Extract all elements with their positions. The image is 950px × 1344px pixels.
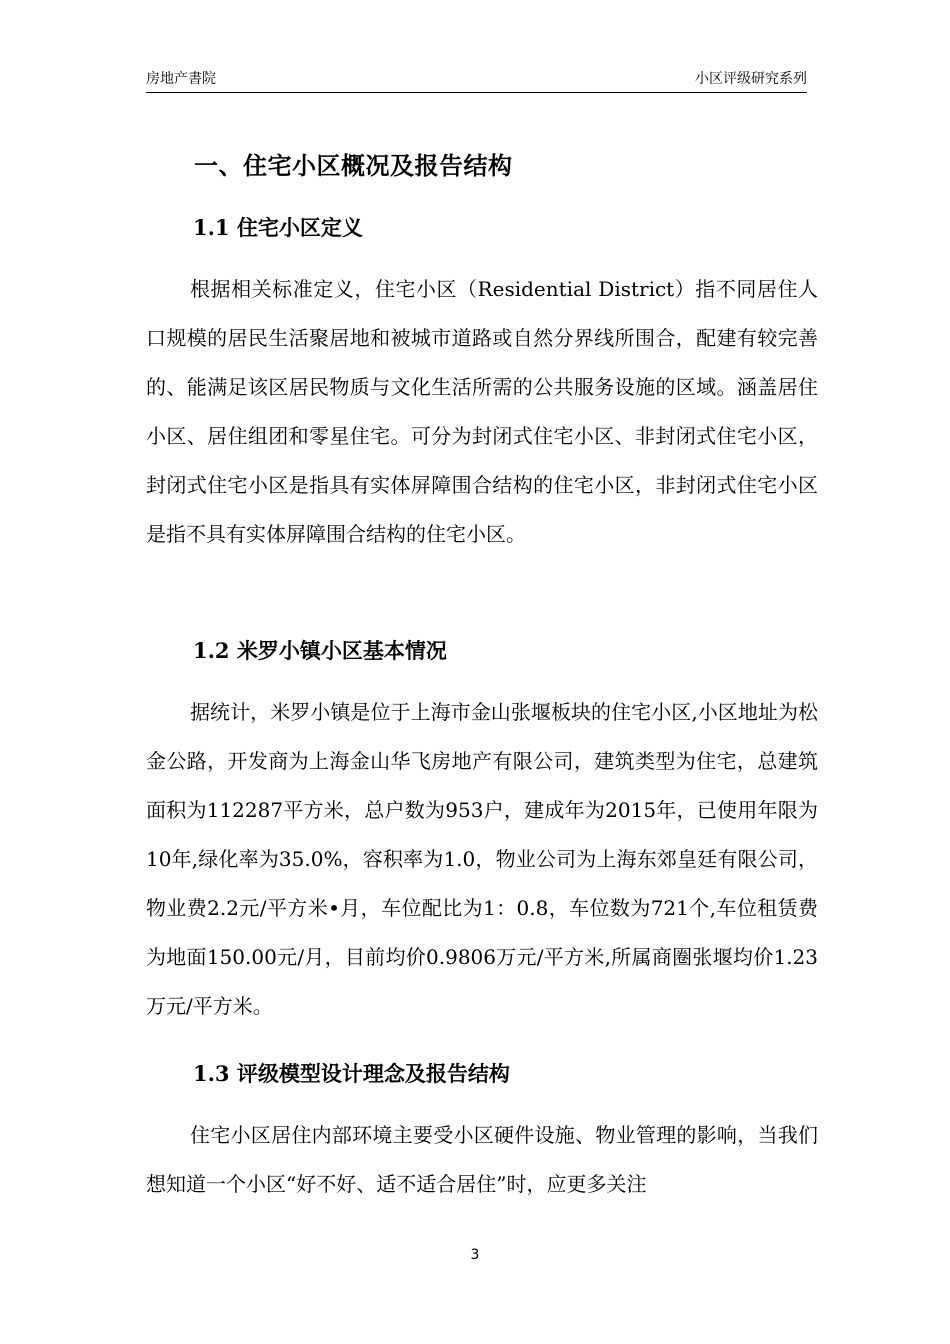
section-1-3-paragraph: 住宅小区居住内部环境主要受小区硬件设施、物业管理的影响，当我们想知道一个小区“好不好、适不适合居住”时，应更多关注: [146, 1123, 818, 1196]
section-1-2-heading: 1.2 米罗小镇小区基本情况: [193, 638, 447, 663]
header-publisher: 房地产書院: [146, 71, 216, 87]
page-header: [146, 64, 807, 93]
page-number: 3: [470, 1247, 480, 1263]
section-1-heading: 一、住宅小区概况及报告结构: [194, 151, 513, 180]
section-1-2-paragraph: 据统计，米罗小镇是位于上海市金山张堰板块的住宅小区,小区地址为松金公路，开发商为上海金山华飞房地产有限公司，建筑类型为住宅，总建筑面积为112287平方米，总户数为953户，建成年为2015年，已使用年限为10年,绿化率为35.0%，容积率为1.0，物业公司为上海东郊皇廷有限公司，物业费2.2元/平方米•月，车位配比为1：0.8，车位数为721个,车位租赁费为地面150.00元/月，目前均价0.9806万元/平方米,所属商圈张堰均价1.23万元/平方米。: [146, 700, 818, 1018]
section-1-1-paragraph: 根据相关标准定义，住宅小区（Residential District）指不同居住人口规模的居民生活聚居地和被城市道路或自然分界线所围合，配建有较完善的、能满足该区居民物质与文化生活所需的公共服务设施的区域。涵盖居住小区、居住组团和零星住宅。可分为封闭式住宅小区、非封闭式住宅小区，封闭式住宅小区是指具有实体屏障围合结构的住宅小区，非封闭式住宅小区是指不具有实体屏障围合结构的住宅小区。: [146, 277, 818, 546]
header-series-title: 小区评级研究系列: [695, 71, 807, 87]
section-1-1-heading: 1.1 住宅小区定义: [193, 215, 363, 240]
section-1-3-heading: 1.3 评级模型设计理念及报告结构: [193, 1061, 510, 1086]
